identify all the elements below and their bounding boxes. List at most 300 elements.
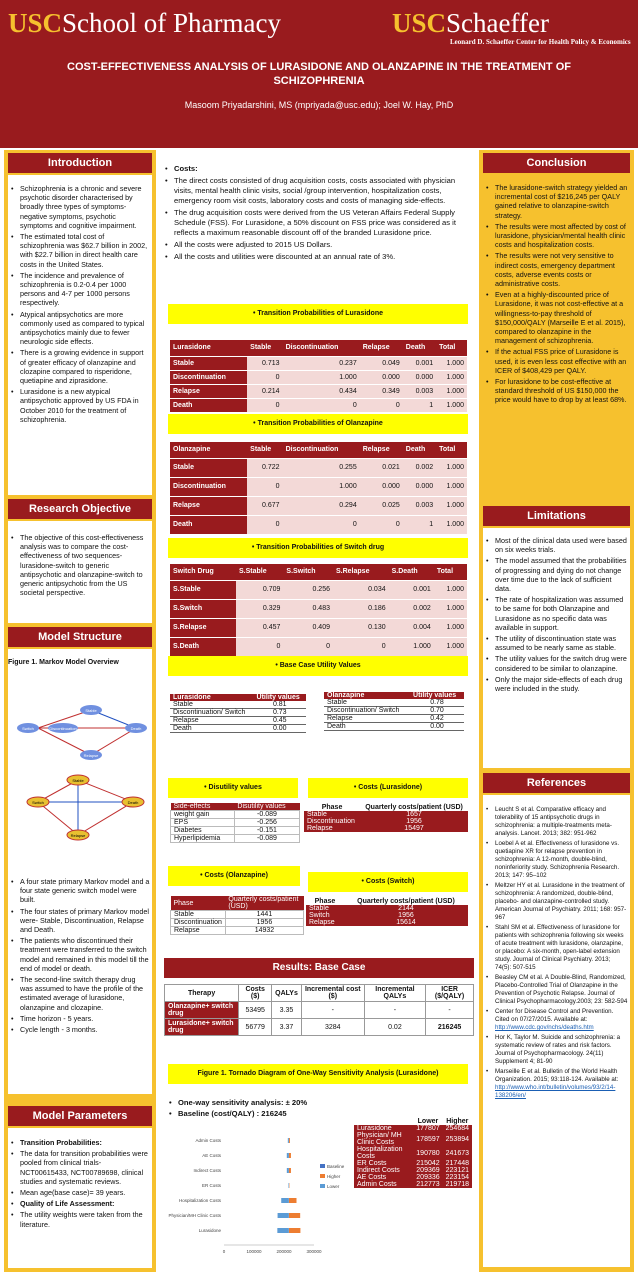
node-label: Stable [72,778,84,783]
table-cell: 1.000 [436,398,467,412]
costs-bullet: • The drug acquisition costs were derived from the US Veteran Affairs Federal Supply Schedule (FSS). For Lurasidone, a 50% discount on FSS price was considered as it reflects a maximum reasonable discount off of the branded Lurasidone price. [164,208,470,238]
objective-heading: Research Objective [8,499,152,519]
table-cell: 53495 [239,1002,272,1019]
table-cell: 0.483 [283,599,333,618]
tornado-bar-lower [278,1213,289,1218]
table-cell: Stable [306,905,344,912]
table-cell: 190780 [413,1146,442,1160]
table-header: Incremental cost ($) [301,985,364,1002]
table-cell: 223154 [443,1174,472,1181]
table-cell: 219718 [443,1181,472,1188]
conclusion-bullet: • For lurasidone to be cost-effective at standard threshold of US $150,000 the price would have to drop by at least 68%. [485,377,628,405]
table-cell: Stable [171,911,226,919]
table-cell: 217448 [443,1160,472,1167]
table-row [170,725,306,733]
table-cell: -0.256 [234,819,299,827]
table-row [170,701,306,709]
util-lur-table [170,694,306,733]
tp-sw-table [170,564,467,656]
table-row [171,819,300,827]
table-cell: 0.130 [333,618,389,637]
authors: Masoom Priyadarshini, MS (mpriyada@usc.edu); Joel W. Hay, PhD [184,100,454,110]
table-cell: Relapse [171,927,226,935]
table-cell: 253894 [443,1132,472,1146]
table-row [354,1146,472,1160]
tornado-legend-swatch [320,1174,325,1178]
cost-sw-label: • Costs (Switch) [308,872,468,892]
tp-olz-label: • Transition Probabilities of Olanzapine [168,414,468,434]
table-cell: 0.349 [360,384,403,398]
node-label: Death [127,800,139,805]
table-cell: 0.00 [254,725,306,733]
reference-item: • Loebel A et al. Effectiveness of lurasidone vs. quetiapine XR for relapse prevention in schizophrenia: A 12-month, double-blind, noninferiority study. Schizophrenia Research. 2013; 147: 95–102 [485,840,628,880]
table-cell: Relapse [170,384,247,398]
node-label: Discontinuation [49,726,77,731]
table-cell: 1.000 [436,477,467,496]
tornado-x-tick: 200000 [276,1249,292,1254]
table-row [170,580,467,599]
model-bullet: • Time horizon - 5 years. [10,1014,150,1023]
table-header: Higher [446,1118,469,1125]
reference-item: • Leucht S et al. Comparative efficacy and tolerability of 15 antipsychotic drugs in schizophrenia: a multiple-treatments meta-analysis. Lancet. 2013; 382: 951-962 [485,806,628,838]
table-cell: 0 [283,398,360,412]
table-cell: 0.002 [389,599,434,618]
table-header: Discontinuation [283,340,360,356]
table-header: Relapse [360,442,403,458]
table-cell: 0.713 [247,356,282,370]
table-row [171,811,300,819]
table-cell: 1.000 [436,496,467,515]
table-header: Incremental QALYs [364,985,425,1002]
table-row [170,398,467,412]
table-cell: 0.709 [236,580,283,599]
table-header: Stable [247,340,282,356]
intro-bullet: • The incidence and prevalence of schizophrenia is 0.2-0.4 per 1000 persons and 4-7 per 1000 persons respectively. [10,271,150,308]
tornado-legend-label: Baseline [327,1164,345,1169]
table-header: Utility values [254,694,306,701]
table-cell: weight gain [171,811,235,819]
conclusion-bullet: • The results were most affected by cost of lurasidone, physician/mental health clinic costs and hospitalization costs. [485,222,628,250]
node-label: Relapse [83,753,99,758]
table-cell: 0.73 [254,709,306,717]
table-header: Quarterly costs/patient (USD) [365,804,463,811]
table-cell: 0 [247,515,282,534]
table-row [354,1181,472,1188]
cost-lur-table [304,804,468,832]
table-row [354,1174,472,1181]
table-cell: S.Stable [170,580,236,599]
table-cell: 1.000 [434,618,467,637]
limitation-bullet: • The rate of hospitalization was assumed to be same for both Olanzapine and Lurasidone as no specific data was available in support. [485,595,628,632]
table-header: Death [403,340,436,356]
tp-lur-table [170,340,467,412]
conclusion-bullet: • Even at a highly-discounted price of Lurasidone, it was not cost-effective at a willingness-to-pay threshold of $150,000/QALY (Marseille E et al. 2015), compared to olanzapine in the management of schizophrenia. [485,290,628,345]
table-cell: Death [170,515,247,534]
objective-bullet: • The objective of this cost-effectiveness analysis was to compare the cost-effectiveness of two sequences- lurasidone-switch to generic antipsychotic and olanzapine-switch to generic antipsychotic from the US societal perspective. [10,533,150,597]
tornado-bar-lower [289,1183,290,1188]
model-text [10,877,150,1036]
table-header: Olanzapine [170,442,247,458]
table-cell: Discontinuation [304,818,360,825]
table-row [165,1019,474,1036]
table-row [170,618,467,637]
tornado-bar-lower [288,1138,289,1143]
tornado-bar-lower [287,1153,289,1158]
table-cell: 1.000 [436,515,467,534]
table-cell: Discontinuation/ Switch [324,707,410,715]
tornado-bar-lower [281,1198,289,1203]
table-cell: 0 [360,398,403,412]
tornado-bar-higher [289,1153,291,1158]
table-header: Stable [247,442,282,458]
schaeffer-subtitle: Leonard D. Schaeffer Center for Health Policy & Economics [450,38,631,46]
table-cell: 209369 [413,1167,442,1174]
table-row [306,919,468,926]
tornado-bar-lower [287,1168,289,1173]
tornado-bar-higher [289,1198,297,1203]
table-row [304,818,468,825]
table-cell: Relapse [170,717,254,725]
reference-item: • Beasley CM et al. A Double-Blind, Randomized, Placebo-Controlled Trial of Olanzapine in the Prevention of Psychotic Relapse. Journal of Clinical Psychopharmacology.2003; 23: 582-594 [485,974,628,1006]
table-cell: 215042 [413,1160,442,1167]
table-cell: 3284 [301,1019,364,1036]
tornado-label: Figure 1. Tornado Diagram of One-Way Sensitivity Analysis (Lurasidone) [168,1064,468,1084]
table-cell: 0.001 [389,580,434,599]
table-header: Side-effects [171,803,235,811]
table-cell: 0.457 [236,618,283,637]
table-row [324,723,464,731]
table-cell: 0.434 [283,384,360,398]
intro-bullet: • Schizophrenia is a chronic and severe psychotic disorder characterised by broadly three types of symptoms- negative symptoms, psychotic symptoms and cognitive impairment. [10,184,150,230]
table-cell: Physician/ MH Clinic Costs [354,1132,413,1146]
tornado-bar-higher [289,1138,290,1143]
table-cell: 1.000 [436,384,467,398]
table-header: QALYs [272,985,302,1002]
table-cell: 0.049 [360,356,403,370]
util-label: • Base Case Utility Values [168,656,468,676]
tornado-legend-label: Higher [327,1174,341,1179]
table-cell: 1 [403,515,436,534]
table-cell: 216245 [426,1019,474,1036]
table-cell: 0.034 [333,580,389,599]
table-cell: Admin Costs [354,1181,413,1188]
tornado-x-tick: 100000 [246,1249,262,1254]
table-cell: - [301,1002,364,1019]
intro-heading: Introduction [8,153,152,173]
table-cell: S.Switch [170,599,236,618]
markov-arrows-1 [38,710,136,755]
tornado-category-label: ER Costs [201,1183,221,1188]
tornado-chart [164,1128,354,1258]
table-cell: -0.089 [234,811,299,819]
table-header: Lurasidone [170,340,247,356]
table-cell: Indirect Costs [354,1167,413,1174]
table-cell: -0.151 [234,827,299,835]
params-b1: Transition Probabilities: [20,1138,102,1147]
params-b4: Quality of Life Assessment: [20,1199,115,1209]
table-cell: 3.35 [272,1002,302,1019]
node-label: Switch [32,800,44,805]
table-cell: 0.722 [247,458,282,477]
table-header: Total [436,442,467,458]
table-cell: 1.000 [283,477,360,496]
table-header: Phase [321,804,343,811]
reference-item: • Stahl SM et al. Effectiveness of lurasidone for patients with schizophrenia following six weeks of acute treatment with lurasidone, olanzapine, or placebo: A six-month, open-label extension study. Journal of Clinical Psychiatry. 2013; 74(5): 507-515 [485,924,628,972]
reference-item: • Center for Disease Control and Prevention. Cited on 07/27/2015. Available at: http://www.cdc.gov/nchs/deaths.htm [485,1008,628,1032]
util-olz-table [324,692,464,731]
table-row [170,370,467,384]
table-row [170,637,467,656]
conclusion-text [485,183,628,407]
params-b2: • The data for transition probabilities were pooled from clinical trials- NCT00615433, NCT00789698, clinical studies and systematic reviews. [10,1149,150,1186]
model-bullet: • Cycle length - 3 months. [10,1025,150,1034]
table-cell: 0.677 [247,496,282,515]
intro-bullet: • Lurasidone is a new atypical antipsychotic approved by US FDA in October 2010 for the treatment of schizophrenia. [10,387,150,424]
table-row [304,811,468,818]
table-cell: Diabetes [171,827,235,835]
table-row [171,927,304,935]
tornado-bar-lower [277,1228,289,1233]
table-cell: Death [170,725,254,733]
tornado-bar-higher [289,1168,291,1173]
table-cell: 0.002 [403,458,436,477]
reference-item: • Hor K, Taylor M. Suicide and schizophrenia: a systematic review of rates and risk factors. Journal of Psychopharmacology. 24(11) Supplement 4; 81-90 [485,1034,628,1066]
table-row [304,825,468,832]
node-label: Relapse [70,833,86,838]
tornado-b1: • One-way sensitivity analysis: ± 20% [168,1098,468,1107]
table-cell: 209336 [413,1174,442,1181]
cost-sw-table [306,898,468,926]
table-header: Relapse [360,340,403,356]
tp-olz-table [170,442,467,534]
results-table [164,984,474,1036]
table-row [354,1160,472,1167]
poster-header [0,0,638,148]
tornado-legend-swatch [320,1184,325,1188]
limitations-heading: Limitations [483,506,630,526]
references-heading: References [483,773,630,793]
markov-arrows-2 [38,780,133,835]
model-bullet: • The patients who discontinued their treatment were transferred to the switch model and remained in this model till the end of model or death. [10,936,150,973]
table-cell: Lurasidone [354,1125,413,1132]
cost-olz-table [170,896,304,935]
table-cell: Relapse [324,715,410,723]
table-cell: 15614 [344,919,468,926]
table-header: Utility values [410,692,464,699]
table-cell: 0.025 [360,496,403,515]
table-cell: Relapse [306,919,344,926]
table-cell: 241673 [443,1146,472,1160]
table-header: Discontinuation [283,442,360,458]
conclusion-bullet: • The results were not very sensitive to indirect costs, emergency department costs, adverse events costs or administrative costs. [485,251,628,288]
objective-text [10,533,150,599]
table-cell: 0 [247,477,282,496]
table-cell: Olanzapine+ switch drug [165,1002,239,1019]
table-cell: 2144 [344,905,468,912]
table-cell: 0.78 [410,699,464,707]
tornado-bar-higher [289,1228,301,1233]
table-row [354,1125,472,1132]
table-cell: 0 [283,637,333,656]
table-cell: Discontinuation [170,477,247,496]
table-row [324,707,464,715]
table-row [171,911,304,919]
table-cell: Hospitalization Costs [354,1146,413,1160]
table-cell: 0 [333,637,389,656]
table-cell: Stable [304,811,360,818]
conclusion-bullet: • The lurasidone-switch strategy yielded an incremental cost of $216,245 per QALY gained relative to olanzapine-switch strategy. [485,183,628,220]
table-header: Total [434,564,467,580]
tornado-category-label: Physician/MH Clinic Costs [168,1213,221,1218]
table-cell: Stable [324,699,410,707]
usc-schaeffer-logo: USCSchaeffer [392,8,549,38]
disutil-label: • Disutility values [168,778,298,798]
conclusion-bullet: • If the actual FSS price of Lurasidone is used, it is even less cost effective with an ICER of $408,429 per QALY. [485,347,628,375]
table-header: Phase [314,898,336,905]
table-cell: 0.186 [333,599,389,618]
table-cell: 178597 [413,1132,442,1146]
reference-link[interactable]: http://www.cdc.gov/nchs/deaths.htm [495,1024,594,1031]
table-cell: 1.000 [436,370,467,384]
table-cell: 3.37 [272,1019,302,1036]
tornado-category-label: Hospitalization Costs [178,1198,221,1203]
node-label: Stable [85,708,97,713]
table-row [354,1132,472,1146]
intro-bullet: • Atypical antipsychotics are more commonly used as compared to typical antipsychotics mainly due to fewer neurologic side effects. [10,310,150,347]
table-cell: 0.237 [283,356,360,370]
table-header: Costs ($) [239,985,272,1002]
table-cell: Stable [170,701,254,709]
cost-olz-label: • Costs (Olanzapine) [168,866,300,886]
table-cell: 0.004 [389,618,434,637]
tornado-legend-swatch [320,1164,325,1168]
table-cell: 0.003 [403,496,436,515]
table-cell: 0.02 [364,1019,425,1036]
table-cell: 1.000 [434,580,467,599]
costs-text [164,164,470,264]
table-row [324,699,464,707]
tornado-bar-higher [289,1213,300,1218]
markov-diagram [8,680,154,850]
table-cell: 1.000 [283,370,360,384]
table-cell: Switch [306,912,344,919]
table-cell: 0.45 [254,717,306,725]
table-cell: 0 [247,398,282,412]
model-bullet: • The second-line switch therapy drug was assumed to have the profile of the estimated average of lurasidone, olanzapine and clozapine. [10,975,150,1012]
table-cell: 0.003 [403,384,436,398]
references-text [485,806,628,1102]
costs-bullet: • All the costs were adjusted to 2015 US Dollars. [164,240,470,250]
table-header: Olanzapine [324,692,410,699]
model-heading: Model Structure [8,627,152,647]
tornado-legend-label: Lower [327,1184,340,1189]
table-cell: 0.294 [283,496,360,515]
table-cell: 0.021 [360,458,403,477]
tornado-category-label: Admin Costs [195,1138,221,1143]
table-cell: 15497 [360,825,468,832]
table-cell: 0.000 [403,477,436,496]
table-cell: 0.000 [360,477,403,496]
table-row [170,599,467,618]
table-cell: Discontinuation/ Switch [170,709,254,717]
table-cell: 1956 [360,818,468,825]
table-cell: Stable [170,458,247,477]
table-cell: -0.089 [234,835,299,843]
table-row [165,1002,474,1019]
table-cell: Discontinuation [170,370,247,384]
reference-item: • Meltzer HY et al. Lurasidone in the treatment of schizophrenia: A randomized, double-blind, placebo- and olanzapine-controlled study. American Journal of Psychiatry. 2011; 168: 957-967 [485,882,628,922]
tornado-category-label: Indirect Costs [193,1168,221,1173]
limitation-bullet: • The utility of discontinuation state was assumed to be nearly same as stable. [485,634,628,652]
disutil-table [170,803,300,843]
table-row [170,709,306,717]
table-cell: 1.000 [434,637,467,656]
table-cell: - [426,1002,474,1019]
intro-bullet: • There is a growing evidence in support of greater efficacy of olanzapine and clozapine compared to risperidone, quetiapine and ziprasidone. [10,348,150,385]
markov-caption: Figure 1. Markov Model Overview [8,659,119,666]
costs-bullet: • All the costs and utilities were discounted at an annual rate of 3%. [164,252,470,262]
table-header: Death [403,442,436,458]
usc-pharmacy-logo: USCSchool of Pharmacy [8,8,281,38]
table-row [171,919,304,927]
markov-arrow-blue-2 [38,780,133,835]
tornado-b2: • Baseline (cost/QALY) : 216245 [168,1109,468,1118]
table-header: Total [436,340,467,356]
table-cell: 1.000 [436,356,467,370]
table-header: S.Switch [283,564,333,580]
table-header: Quarterly costs/patient (USD) [225,896,303,911]
table-cell: 1.000 [434,599,467,618]
table-row [306,912,468,919]
table-cell: 0.409 [283,618,333,637]
table-cell: 56779 [239,1019,272,1036]
table-header: Disutility values [234,803,299,811]
tp-sw-label: • Transition Probabilities of Switch drug [168,538,468,558]
table-cell: Relapse [304,825,360,832]
table-row [171,827,300,835]
params-b5: • The utility weights were taken from the literature. [10,1210,150,1228]
conclusion-heading: Conclusion [483,153,630,173]
table-cell: 0 [360,515,403,534]
limitation-bullet: • Most of the clinical data used were based on six weeks trials. [485,536,628,554]
table-cell: 0.81 [254,701,306,709]
table-header: Lurasidone [170,694,254,701]
table-row [170,384,467,398]
limitation-bullet: • The utility values for the switch drug were considered to be similar to olanzapine. [485,654,628,672]
table-row [324,715,464,723]
table-cell: 0.255 [283,458,360,477]
model-bullet: • A four state primary Markov model and a four state generic switch model were built. [10,877,150,905]
reference-link[interactable]: http://www.who.int/bulletin/volumes/93/2/14-138206/en/ [495,1084,616,1099]
table-cell: EPS [171,819,235,827]
table-cell: Death [324,723,410,731]
params-heading: Model Parameters [8,1106,152,1126]
table-cell: Death [170,398,247,412]
tp-lur-label: • Transition Probabilities of Lurasidone [168,304,468,324]
tornado-table [354,1118,472,1188]
table-cell: AE Costs [354,1174,413,1181]
table-cell: 212773 [413,1181,442,1188]
table-cell: 0 [236,637,283,656]
table-cell: Hyperlipidemia [171,835,235,843]
table-cell: 14932 [225,927,303,935]
table-header: S.Stable [236,564,283,580]
table-header: Quarterly costs/patient (USD) [357,898,455,905]
table-row [170,717,306,725]
params-text [10,1138,150,1231]
table-cell: Relapse [170,496,247,515]
table-cell: 1441 [225,911,303,919]
